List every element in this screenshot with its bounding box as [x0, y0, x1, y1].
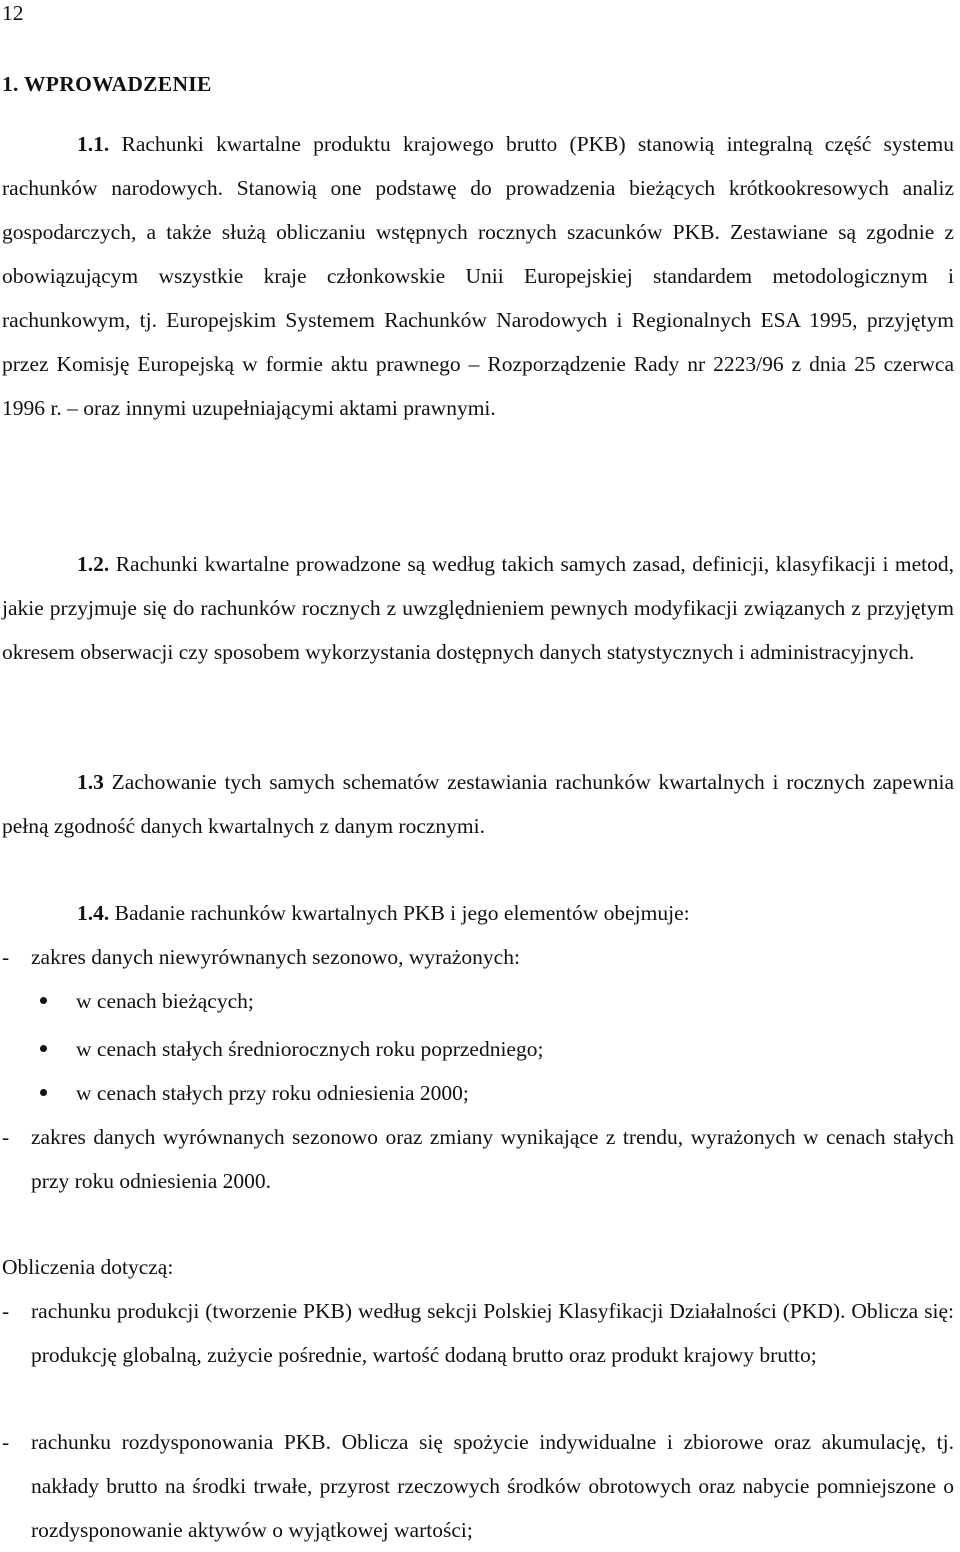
scope-item-unadjusted: [2, 935, 954, 979]
bullet-constant-prices-prev-year: [40, 1027, 543, 1071]
paragraph-text: Rachunki kwartalne produktu krajowego brutto (PKB) stanowią integralną część systemu rachunków narodowych. Stanowią one podstawę do prowadzenia bieżących krótkookresowych analiz gospodarczych, a także służą obliczaniu wstępnych rocznych szacunków PKB. Zestawiane są zgodnie z obowiązującym wszystkie kraje członkowskie Unii Europejskiej standardem metodologicznym i rachunkowym, tj. Europejskim Systemem Rachunków Narodowych i Regionalnych ESA 1995, przyjętym przez Komisję Europejską w formie aktu prawnego – Rozporządzenie Rady nr 2223/96 z dnia 25 czerwca 1996 r. – oraz innymi uzupełniającymi aktami prawnymi.: [2, 132, 954, 420]
dash-marker: -: [2, 945, 10, 969]
dash-marker: -: [2, 1299, 10, 1323]
paragraph-1-2: [2, 542, 954, 674]
bullet-text: w cenach bieżących;: [76, 989, 254, 1013]
page-number: 12: [2, 1, 24, 25]
bullet-constant-prices-2000: [40, 1071, 469, 1115]
dash-marker: -: [2, 1125, 10, 1149]
paragraph-number: 1.4.: [77, 901, 110, 925]
bullet-icon: [40, 1045, 47, 1052]
chapter-title: 1. WPROWADZENIE: [2, 72, 212, 96]
paragraph-1-4: [2, 891, 954, 935]
paragraph-number: 1.1.: [77, 132, 110, 156]
bullet-text: w cenach stałych średniorocznych roku poprzedniego;: [76, 1037, 544, 1061]
list-item-text: rachunku rozdysponowania PKB. Oblicza się spożycie indywidualne i zbiorowe oraz akumulację, tj. nakłady brutto na środki trwałe, przyrost rzeczowych środków obrotowych oraz nabycie pomniejszone o rozdysponowanie aktywów o wyjątkowej wartości;: [31, 1430, 954, 1542]
paragraph-number: 1.2.: [77, 552, 110, 576]
list-item-text: zakres danych wyrównanych sezonowo oraz zmiany wynikające z trendu, wyrażonych w cenach stałych przy roku odniesienia 2000.: [31, 1125, 954, 1193]
scope-item-seasonally-adjusted: [2, 1115, 954, 1203]
bullet-icon: [40, 997, 47, 1004]
calculation-item-production: [2, 1289, 954, 1377]
paragraph-text: Badanie rachunków kwartalnych PKB i jego elementów obejmuje:: [114, 901, 690, 925]
bullet-text: w cenach stałych przy roku odniesienia 2000;: [76, 1081, 469, 1105]
bullet-current-prices: [40, 979, 254, 1023]
dash-marker: -: [2, 1430, 10, 1454]
paragraph-number: 1.3: [77, 770, 104, 794]
paragraph-1-3: [2, 760, 954, 848]
list-item-text: rachunku produkcji (tworzenie PKB) według sekcji Polskiej Klasyfikacji Działalności (PKD). Oblicza się: produkcję globalną, zużycie pośrednie, wartość dodaną brutto oraz produkt krajowy brutto;: [31, 1299, 954, 1367]
paragraph-text: Rachunki kwartalne prowadzone są według takich samych zasad, definicji, klasyfikacji i metod, jakie przyjmuje się do rachunków rocznych z uwzględnieniem pewnych modyfikacji związanych z przyjętym okresem obserwacji czy sposobem wykorzystania dostępnych danych statystycznych i administracyjnych.: [2, 552, 955, 664]
calculations-heading: Obliczenia dotyczą:: [2, 1255, 174, 1279]
calculation-item-distribution: [2, 1420, 954, 1552]
paragraph-text: Zachowanie tych samych schematów zestawiania rachunków kwartalnych i rocznych zapewnia pełną zgodność danych kwartalnych z danym rocznymi.: [2, 770, 954, 838]
list-item-text: zakres danych niewyrównanych sezonowo, wyrażonych:: [31, 945, 520, 969]
bullet-icon: [40, 1089, 47, 1096]
paragraph-1-1: [2, 122, 954, 430]
